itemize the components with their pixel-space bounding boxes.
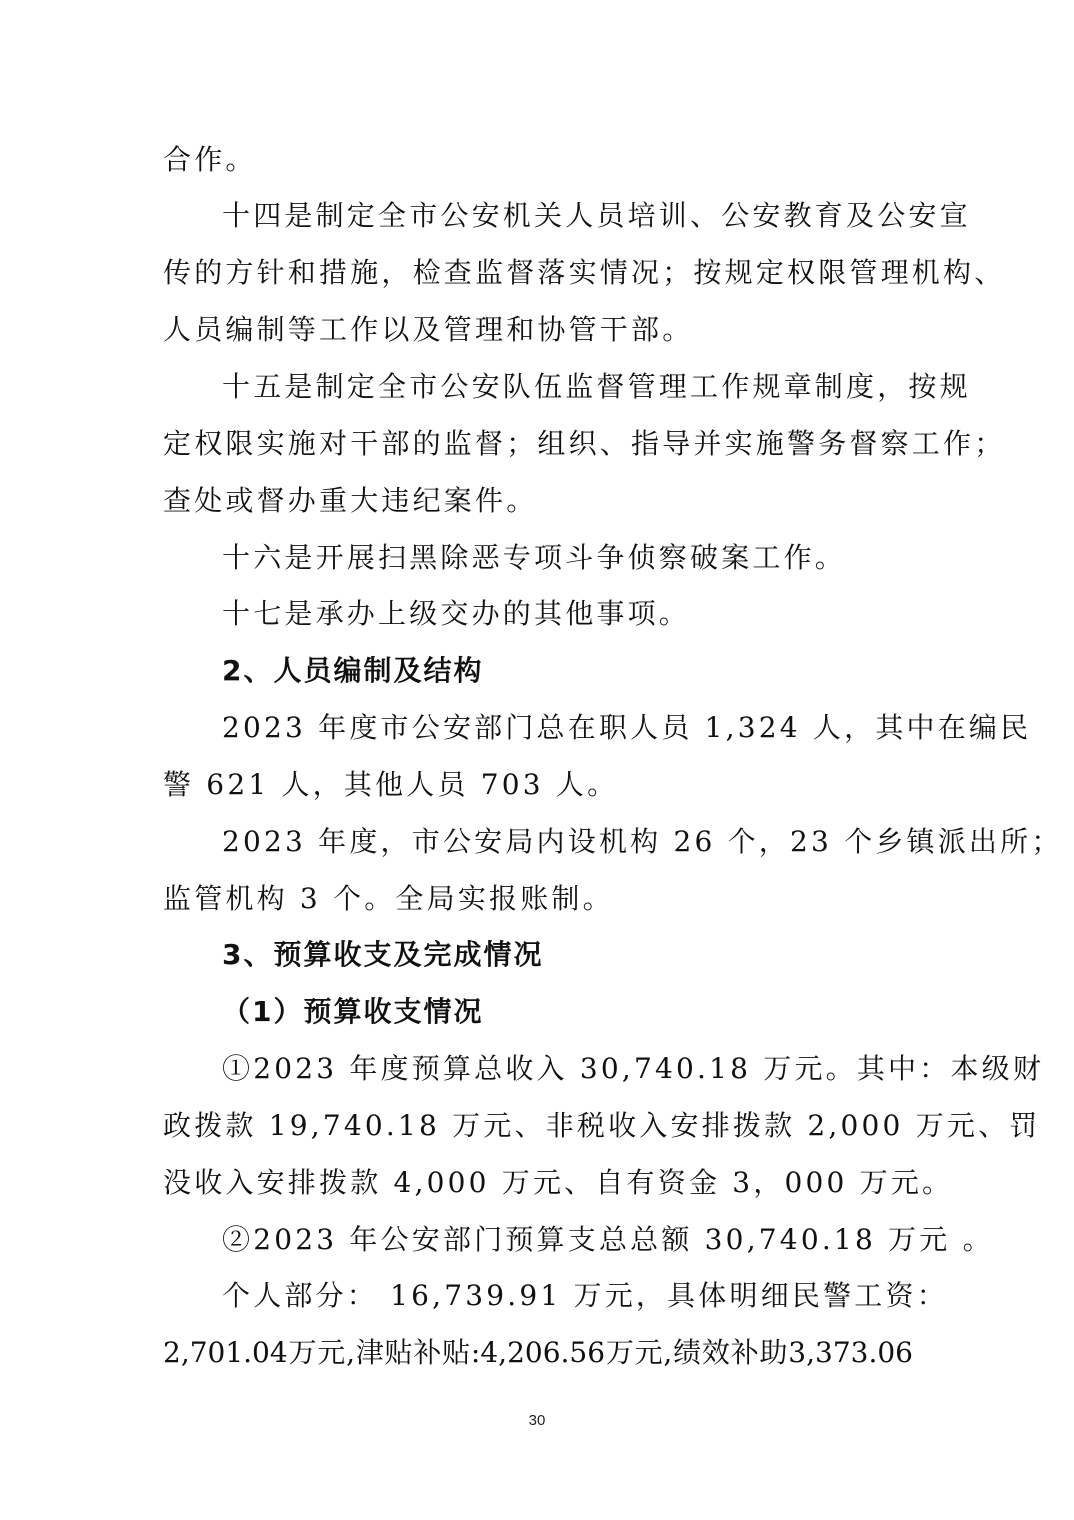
paragraph-line: 传的方针和措施，检查监督落实情况；按规定权限管理机构、 xyxy=(163,256,1006,289)
paragraph-line: 2023 年度市公安部门总在职人员 1,324 人，其中在编民 xyxy=(222,711,1032,744)
paragraph-line: ①2023 年度预算总收入 30,740.18 万元。其中：本级财 xyxy=(222,1052,1045,1085)
section-heading: 3、预算收支及完成情况 xyxy=(222,938,544,971)
paragraph-line: 十六是开展扫黑除恶专项斗争侦察破案工作。 xyxy=(222,541,847,574)
paragraph-line: 十七是承办上级交办的其他事项。 xyxy=(222,597,691,630)
page-number: 30 xyxy=(528,1412,546,1429)
paragraph-line: 政拨款 19,740.18 万元、非税收入安排拨款 2,000 万元、罚 xyxy=(163,1109,1041,1142)
paragraph-line: 十四是制定全市公安机关人员培训、公安教育及公安宣 xyxy=(222,199,971,232)
paragraph-line: 十五是制定全市公安队伍监督管理工作规章制度，按规 xyxy=(222,370,971,403)
paragraph-line: ②2023 年公安部门预算支总总额 30,740.18 万元 。 xyxy=(222,1223,994,1256)
paragraph-line: 查处或督办重大违纪案件。 xyxy=(163,484,538,517)
paragraph-line: 监管机构 3 个。全局实报账制。 xyxy=(163,882,614,915)
subsection-heading: （1）预算收支情况 xyxy=(222,995,484,1028)
paragraph-line: 合作。 xyxy=(163,143,257,176)
paragraph-line: 人员编制等工作以及管理和协管干部。 xyxy=(163,313,694,346)
paragraph-line: 个人部分： 16,739.91 万元，具体明细民警工资： xyxy=(222,1279,948,1312)
paragraph-line: 2,701.04万元,津贴补贴:4,206.56万元,绩效补助3,373.06 xyxy=(163,1336,913,1369)
paragraph-line: 没收入安排拨款 4,000 万元、自有资金 3，000 万元。 xyxy=(163,1166,954,1199)
paragraph-line: 警 621 人，其他人员 703 人。 xyxy=(163,768,619,801)
paragraph-line: 2023 年度，市公安局内设机构 26 个，23 个乡镇派出所； xyxy=(222,825,1063,858)
paragraph-line: 定权限实施对干部的监督；组织、指导并实施警务督察工作； xyxy=(163,427,1006,460)
section-heading: 2、人员编制及结构 xyxy=(222,654,484,687)
